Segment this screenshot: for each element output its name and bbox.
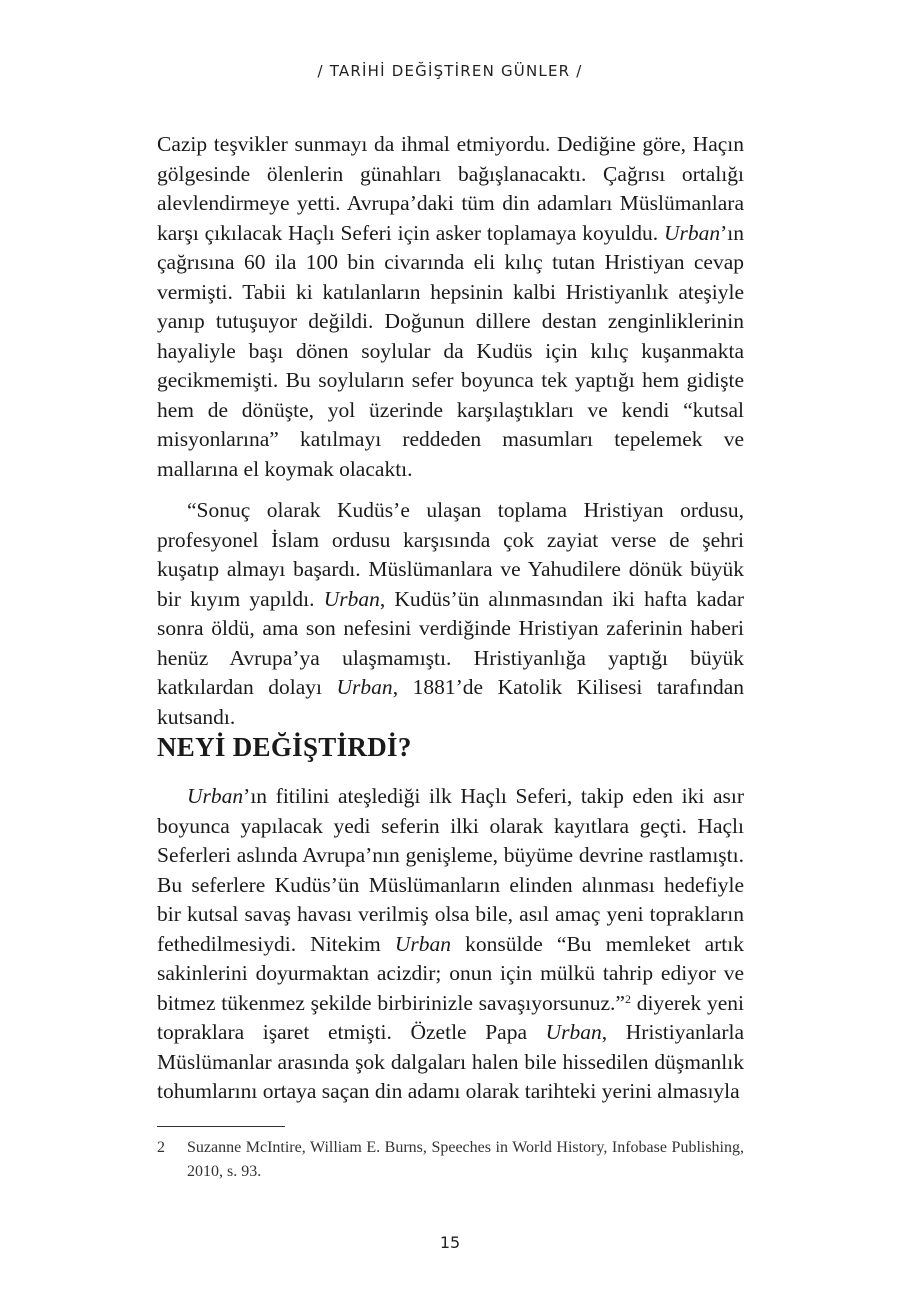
- footnote: [157, 1136, 744, 1184]
- paragraph-3-text-b: konsülde “Bu memleket artık sakinlerini doyurmaktan acizdir; onun için mülkü tahrip ediyor ve bitmez tükenmez şekilde birbirinizle savaşıyorsunuz.”: [157, 931, 744, 1015]
- paragraph-3-text-a: ’ın fitilini ateşlediği ilk Haçlı Seferi, takip eden iki asır boyunca yapılacak yedi seferin ilki olarak kayıtlara geçti. Haçlı Seferleri aslında Avrupa’nın genişleme, büyüme devrine rastlamıştı. Bu seferlere Kudüs’ün Müslümanların elinden alınması hedefiyle bir kutsal savaş havası verilmiş olsa bile, asıl amaç yeni toprakların fethedilmesiydi. Nitekim: [157, 784, 744, 956]
- paragraph-2: [157, 496, 744, 732]
- paragraph-2-text-c: , 1881’de Katolik Kilisesi tarafından kutsandı.: [157, 675, 744, 729]
- italic-name-urban: Urban: [323, 586, 380, 611]
- paragraph-3: [157, 782, 744, 1107]
- running-head: / TARİHİ DEĞİŞTİREN GÜNLER /: [317, 62, 583, 80]
- body-text-block-2: [157, 496, 744, 732]
- body-text-block-3: [157, 782, 744, 1107]
- body-text-block-1: [157, 130, 744, 484]
- italic-name-urban: Urban: [663, 220, 721, 245]
- italic-name-urban: Urban: [394, 931, 452, 956]
- paragraph-1: [157, 130, 744, 484]
- footnote-text: Suzanne McIntire, William E. Burns, Speeches in World History, Infobase Publishing, 2010, s. 93.: [187, 1139, 744, 1180]
- italic-name-urban: Urban: [187, 784, 244, 808]
- italic-name-urban: Urban: [545, 1020, 602, 1044]
- paragraph-2-text-a: “Sonuç olarak Kudüs’e ulaşan toplama Hristiyan ordusu, profesyonel İslam ordusu karşısında çok zayiat verse de şehri kuşatıp almayı başardı. Müslümanlara ve Yahudilere dönük büyük bir kıyım yapıldı.: [157, 498, 744, 611]
- footnote-reference[interactable]: 2: [624, 991, 631, 1006]
- footnote-number: 2: [157, 1139, 165, 1156]
- paragraph-2-text-b: , Kudüs’ün alınmasından iki hafta kadar sonra öldü, ama son nefesini verdiğinde Hristiyan zaferinin haberi henüz Avrupa’ya ulaşmamıştı. Hristiyanlığa yaptığı büyük katkılardan dolayı: [157, 586, 744, 699]
- paragraph-3-text-c: diyerek yeni topraklara işaret etmişti. Özetle Papa: [157, 990, 744, 1044]
- footnote-divider: [157, 1126, 285, 1127]
- section-heading: NEYİ DEĞİŞTİRDİ?: [157, 732, 412, 762]
- paragraph-1-text-b: ’ın çağrısına 60 ila 100 bin civarında eli kılıç tutan Hristiyan cevap vermişti. Tabii ki katılanların hepsinin kalbi Hristiyanlık ateşiyle yanıp tutuşuyor değildi. Doğunun dillere destan zenginliklerinin hayaliyle başı dönen soylular da Kudüs için kılıç kuşanmakta gecikmemişti. Bu soyluların sefer boyunca tek yaptığı hem gidişte hem de dönüşte, yol üzerinde karşılaştıkları ve kendi “kutsal misyonlarına” katılmayı reddeden masumları tepelemek ve mallarına el koymak olacaktı.: [157, 220, 744, 481]
- page-number: 15: [439, 1233, 461, 1252]
- italic-name-urban: Urban: [336, 675, 393, 699]
- paragraph-3-text-d: , Hristiyanlarla Müslümanlar arasında şok dalgaları halen bile hissedilen düşmanlık tohumlarını ortaya saçan din adamı olarak tarihteki yerini almasıyla: [157, 1020, 744, 1103]
- paragraph-1-text-a: Cazip teşvikler sunmayı da ihmal etmiyordu. Dediğine göre, Haçın gölgesinde ölenlerin günahları bağışlanacaktı. Çağrısı ortalığı alevlendirmeye yetti. Avrupa’daki tüm din adamları Müslümanlara karşı çıkılacak Haçlı Seferi için asker toplamaya koyuldu.: [157, 132, 744, 245]
